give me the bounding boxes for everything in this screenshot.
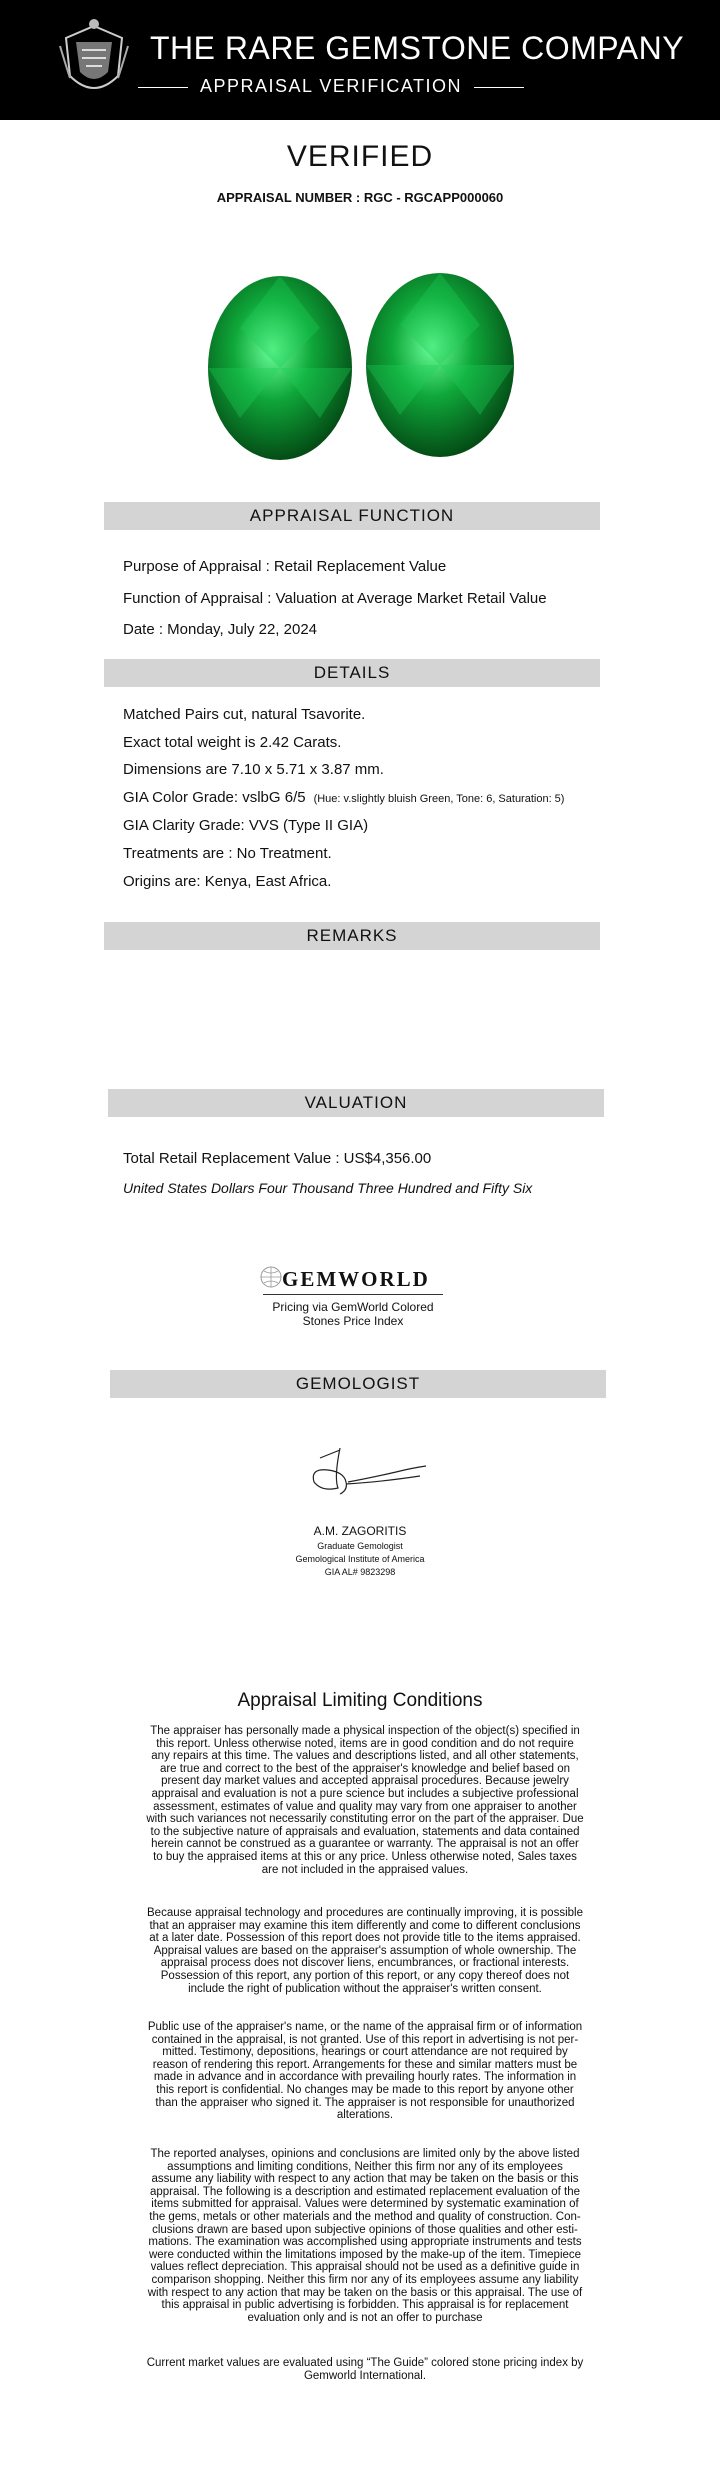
gemologist-signature — [300, 1438, 430, 1508]
conditions-paragraph-1: The appraiser has personally made a physical inspection of the object(s) specified in this report. Unless otherwise noted, items are in good condition and do not require any repairs at this time. The values and descriptions listed, and all other statements, are true and correct to the best of the appraiser's knowledge and belief based on present day market values and accepted appraisal procedures. Because jewelry appraisal and evaluation is not a pure science but includes a subjective professional assessment, estimates of value and quality may vary from one appraiser to another with such variances not necessarily constituting error on the part of the appraiser. Due to the subjective nature of appraisals and evaluation, statements and data contained herein cannot be construed as a guarantee or warranty. The appraisal is not an offer to buy the appraised items at this or any price. Unless otherwise noted, Sales taxes are not included in the appraised values. — [146, 1725, 584, 1876]
conditions-paragraph-2: Because appraisal technology and procedures are continually improving, it is possible that an appraiser may examine this item differently and come to different conclusions at a later date. Possession of this report does not provide title to the items appraised. Appraisal values are based on the appraiser's assumption of whole ownership. The appraisal process does not discover liens, encumbrances, or fractional interests. Possession of this report, any portion of this report, or any copy thereof does not include the right of publication without the appraiser's written consent. — [147, 1907, 583, 1995]
gemworld-caption: Pricing via GemWorld Colored Stones Price Index — [272, 1300, 434, 1328]
section-heading-valuation: VALUATION — [108, 1089, 604, 1117]
appraisal-date: Date : Monday, July 22, 2024 — [123, 621, 318, 638]
detail-cut: Matched Pairs cut, natural Tsavorite. — [123, 706, 366, 723]
function-of-appraisal: Function of Appraisal : Valuation at Average Market Retail Value — [123, 590, 547, 607]
verified-status: VERIFIED — [286, 140, 434, 173]
detail-color-grade: GIA Color Grade: vslbG 6/5 (Hue: v.slightly bluish Green, Tone: 6, Saturation: 5) — [123, 789, 565, 806]
gemologist-title: Graduate Gemologist — [317, 1541, 403, 1551]
header — [0, 0, 720, 120]
appraisal-number: APPRAISAL NUMBER : RGC - RGCAPP000060 — [216, 190, 504, 205]
purpose-of-appraisal: Purpose of Appraisal : Retail Replacement Value — [123, 558, 447, 575]
gemologist-gia-number: GIA AL# 9823298 — [324, 1567, 396, 1577]
section-heading-gemologist: GEMOLOGIST — [110, 1370, 606, 1398]
gemworld-logo — [258, 1262, 448, 1332]
company-name: THE RARE GEMSTONE COMPANY — [150, 30, 685, 66]
color-grade-note: (Hue: v.slightly bluish Green, Tone: 6, Saturation: 5) — [313, 793, 565, 805]
total-replacement-value: Total Retail Replacement Value : US$4,356.00 — [123, 1150, 432, 1167]
gemologist-name: A.M. ZAGORITIS — [313, 1524, 407, 1538]
conditions-paragraph-4: The reported analyses, opinions and conclusions are limited only by the above listed assumptions and limiting conditions, Neither this firm nor any of its employees assume any liability with respect to any action that may be taken on the basis or this appraisal. The following is a description and estimated replacement evaluation of the items submitted for appraisal. Values were determined by systematic examination of the gems, metals or other materials and the method and quality of construction. Con- clusions drawn are based upon subjective opinions of those qualities and other esti- mations. The examination was accomplished using appropriate instruments and tests were conducted within the limitations imposed by the make-up of the item. Timepiece values reflect depreciation. This appraisal should not be used as a definitive guide in comparison shopping. Neither this firm nor any of its employees assume any liability with respect to any action that may be taken on the basis or this appraisal. The use of this appraisal in public advertising is forbidden. This appraisal is for replacement evaluation only and is not an offer to purchase — [147, 2148, 583, 2324]
crest-logo-icon — [56, 16, 132, 102]
gemworld-globe-icon — [258, 1264, 284, 1290]
conditions-paragraph-3: Public use of the appraiser's name, or the name of the appraisal firm or of information contained in the appraisal, is not granted. Use of this report in advertising is not per- mitted. Testimony, depositions, hearings or court attendance are not required by reason of rendering this report. Arrangements for these and similar matters must be made in advance and in accordance with prevailing hourly rates. The information in this report is confidential. No changes may be made to this report by anyone other than the appraiser who signed it. The appraiser is not responsible for unauthorized alterations. — [147, 2021, 583, 2122]
detail-clarity: GIA Clarity Grade: VVS (Type II GIA) — [123, 817, 369, 834]
gemworld-wordmark: GEMWORLD — [282, 1267, 430, 1291]
conditions-paragraph-5: Current market values are evaluated using “The Guide” colored stone pricing index by Gemworld International. — [146, 2357, 584, 2382]
limiting-conditions-title: Appraisal Limiting Conditions — [237, 1690, 483, 1711]
gemstone-pair-image — [140, 268, 540, 468]
detail-dimensions: Dimensions are 7.10 x 5.71 x 3.87 mm. — [123, 761, 384, 778]
section-heading-details: DETAILS — [104, 659, 600, 687]
gemologist-institute: Gemological Institute of America — [295, 1554, 425, 1564]
value-in-words: United States Dollars Four Thousand Three Hundred and Fifty Six — [123, 1180, 533, 1196]
detail-treatments: Treatments are : No Treatment. — [123, 845, 332, 862]
header-subtitle: APPRAISAL VERIFICATION — [200, 76, 463, 96]
detail-weight: Exact total weight is 2.42 Carats. — [123, 734, 342, 751]
section-heading-appraisal-function: APPRAISAL FUNCTION — [104, 502, 600, 530]
section-heading-remarks: REMARKS — [104, 922, 600, 950]
detail-origins: Origins are: Kenya, East Africa. — [123, 873, 332, 890]
